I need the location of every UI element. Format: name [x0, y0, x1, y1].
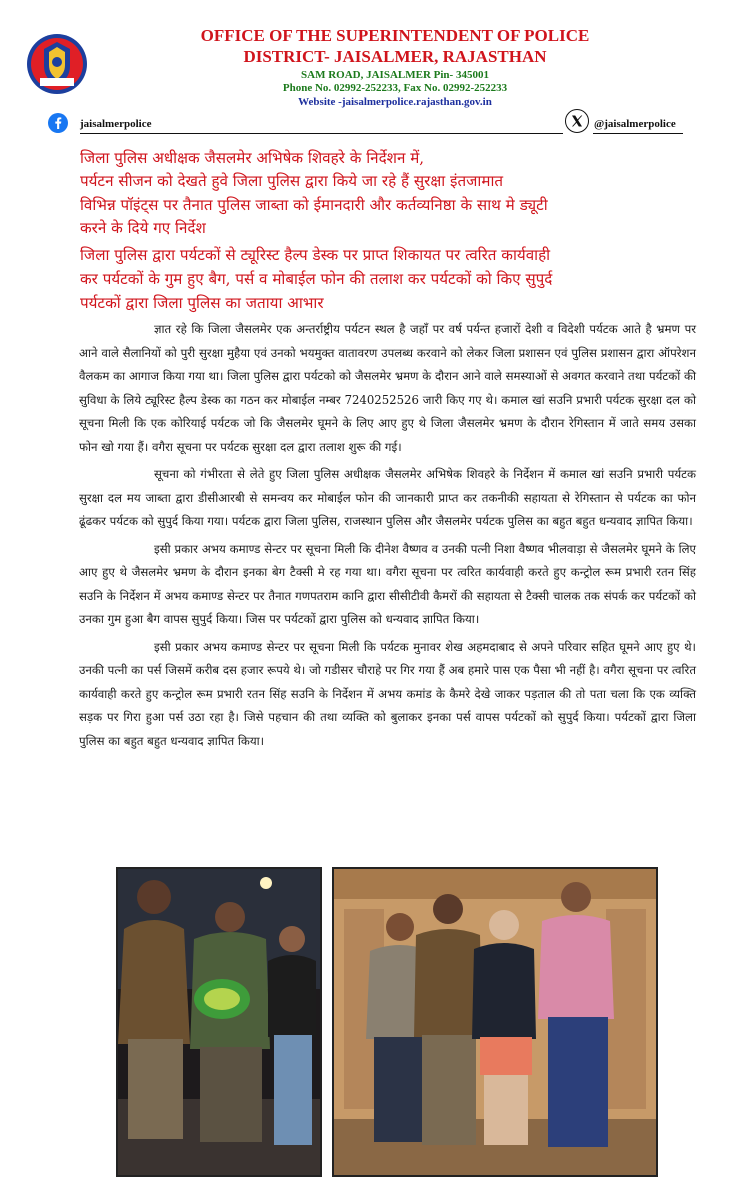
- photo-bag-handover-scene: [118, 869, 320, 1175]
- headline-line: विभिन्न पॉइंट्स पर तैनात पुलिस जाब्ता को ईमानदारी और कर्तव्यनिष्ठा के साथ मे ड्यूटी: [80, 196, 548, 214]
- headline-line: जिला पुलिस अधीक्षक जैसलमेर अभिषेक शिवहरे के निर्देशन में,: [80, 149, 425, 167]
- facebook-underline: [80, 133, 563, 134]
- headline-line: पर्यटकों द्वारा जिला पुलिस का जताया आभार: [80, 294, 324, 312]
- police-emblem: [26, 33, 88, 95]
- headline-line: पर्यटन सीजन को देखते हुवे जिला पुलिस द्वारा किये जा रहे हैं सुरक्षा इंतजामात: [80, 172, 504, 190]
- body-paragraph: ज्ञात रहे कि जिला जैसलमेर एक अन्तर्राष्ट्रीय पर्यटन स्थल है जहाँ पर वर्ष पर्यन्त हजारों देशी व विदेशी पर्यटक आते है भ्रमण पर आने वाले सैलानियों को पुरी सुरक्षा मुहैया एवं उनको भयमुक्त वातावरण उपलब्ध करवाने को लेकर जिला प्रशासन एवं पुलिस प्रशासन द्वारा ऑपरेशन वैलकम का आगाज किया गया था। जिला पुलिस द्वारा पर्यटको को जैसलमेर भ्रमण के दौरान आने वाले समस्याओं से अवगत करवाने तथा पर्यटकों की सुविधा के लिये ट्यूरिस्ट हैल्प डेस्क का गठन कर मोबाईल नम्बर 7240252526 जारी किए गए थे। कमाल खां सउनि प्रभारी पर्यटक सुरक्षा दल को सूचना मिली कि एक कोरियाई पर्यटक जो कि जैसलमेर घूमने के लिए आए हुए थे जिला जैसलमेर भ्रमण के दौरान रेगिस्तान में जाते समय उसका फोन खो गया हैं। वगैरा सूचना पर पर्यटक सुरक्षा दल द्वारा तलाश शुरू की गई।: [79, 322, 696, 454]
- headline-line: कर पर्यटकों के गुम हुए बैग, पर्स व मोबाईल फोन की तलाश कर पर्यटकों को किए सुपुर्द: [80, 270, 553, 288]
- x-underline: [593, 133, 683, 134]
- rajasthan-police-emblem-icon: [26, 33, 88, 95]
- body-paragraph: इसी प्रकार अभय कमाण्ड सेन्टर पर सूचना मिली कि दीनेश वैष्णव व उनकी पत्नी निशा वैष्णव भीलवाड़ा से जैसलमेर घूमने के लिए आए हुए थे जैसलमेर भ्रमण के दौरान इनका बेग टैक्सी मे रह गया था। वगैरा सूचना पर त्वरित कार्यवाही करते हुए कन्ट्रोल रूम प्रभारी रतन सिंह सउनि के निर्देशन में अभय कमाण्ड सेन्टर पर तैनात गणपतराम कानि द्वारा सीसीटीवी कैमरों की सहायता से टैक्सी चालक तक संपर्क कर पर्यटकों को उनका गुम हुआ बैग वापस सुपुर्द किया। जिस पर पर्यटकों द्वारा पुलिस को धन्यवाद ज्ञापित किया।: [79, 541, 696, 626]
- headline-line: जिला पुलिस द्वारा पर्यटकों से ट्यूरिस्ट हैल्प डेस्क पर प्राप्त शिकायत पर त्वरित कार्यवाही: [80, 246, 551, 264]
- body-paragraph: इसी प्रकार अभय कमाण्ड सेन्टर पर सूचना मिली कि पर्यटक मुनावर शेख अहमदाबाद से अपने परिवार सहित घूमने आए हुए थे। उनकी पत्नी का पर्स जिसमें करीब दस हजार रूपये थे। जो गडीसर चौराहे पर गिर गया हैं अब हमारे पास एक पैसा भी नहीं है। वगैरा सूचना पर त्वरित कार्यवाही करते हुए कन्ट्रोल रूम प्रभारी रतन सिंह सउनि के निर्देशन में अभय कमांड के कैमरे देखे जाकर पड़ताल की तो पता चला कि एक व्यक्ति सड़क पर गिरा हुआ पर्स उठा रहा है। जिसे पहचान की तथा व्यक्ति को बुलाकर इनका पर्स वापस पर्यटकों को सुपुर्द किया। पर्यटकों द्वारा जिला पुलिस का बहुत बहुत धन्यवाद ज्ञापित किया।: [79, 639, 696, 748]
- x-handle[interactable]: @jaisalmerpolice: [594, 118, 676, 130]
- facebook-handle[interactable]: jaisalmerpolice: [80, 118, 152, 130]
- office-website[interactable]: Website -jaisalmerpolice.rajasthan.gov.in: [298, 96, 492, 108]
- photo-phone-handover: [332, 867, 658, 1177]
- press-release-body: [79, 318, 696, 757]
- facebook-icon[interactable]: [48, 113, 68, 133]
- office-address: SAM ROAD, JAISALMER Pin- 345001: [301, 69, 489, 81]
- office-title: OFFICE OF THE SUPERINTENDENT OF POLICE: [200, 26, 590, 45]
- photo-phone-handover-scene: [334, 869, 656, 1175]
- office-phone: Phone No. 02992-252233, Fax No. 02992-252233: [282, 82, 508, 94]
- body-paragraph: सूचना को गंभीरता से लेते हुए जिला पुलिस अधीक्षक जैसलमेर अभिषेक शिवहरे के निर्देशन में कमाल खां सउनि प्रभारी पर्यटक सुरक्षा दल मय जाब्ता द्वारा डीसीआरबी से समन्वय कर मोबाईल फोन की जानकारी प्राप्त कर तकनीकी सहायता से रेगिस्तान से पर्यटक का फोन ढूंढकर पर्यटक को सुपुर्द किया गया। पर्यटक द्वारा जिला पुलिस, राजस्थान पुलिस और जैसलमेर पर्यटक पुलिस का बहुत बहुत धन्यवाद ज्ञापित किया।: [79, 467, 696, 528]
- photo-bag-handover: [116, 867, 322, 1177]
- district-title: DISTRICT- JAISALMER, RAJASTHAN: [243, 47, 547, 66]
- headline-line: करने के दिये गए निर्देश: [80, 219, 206, 237]
- x-logo-icon[interactable]: [565, 109, 589, 133]
